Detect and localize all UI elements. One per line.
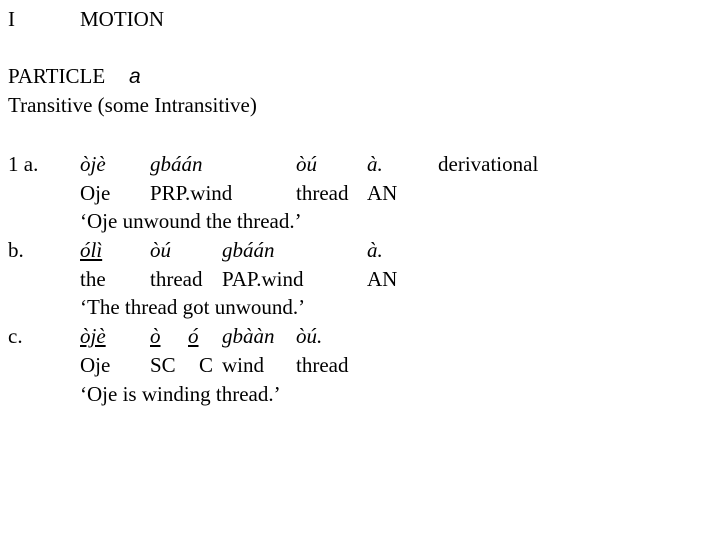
example-1c-word: ò [150,324,161,348]
example-1c-word: ó [188,324,199,348]
example-1c-word: òjè [80,324,106,348]
example-1a-gloss: Oje [80,181,111,205]
example-1b-gloss: PAP.wind [222,267,304,291]
section-number: I [8,7,15,31]
example-1c-gloss: SC [150,353,176,377]
example-1b-word: òú [150,238,171,262]
particle-subtitle: Transitive (some Intransitive) [8,93,257,117]
example-1c-word: gbààn [222,324,275,348]
example-1b-label: b. [8,238,24,262]
example-1c-gloss: thread [296,353,349,377]
example-1a-gloss: PRP.wind [150,181,233,205]
example-1a-gloss: AN [367,181,398,205]
example-1a-translation: ‘Oje unwound the thread.’ [80,209,302,233]
example-1c-gloss: Oje [80,353,111,377]
example-1c-gloss: wind [222,353,264,377]
example-1a-word: òú [296,152,317,176]
example-1a-label: 1 a. [8,152,39,176]
example-1c-gloss: C [199,353,214,377]
example-1b-gloss: the [80,267,106,291]
example-1b-word: ólì [80,238,103,262]
example-1a-gloss: thread [296,181,349,205]
example-1a-word: òjè [80,152,106,176]
example-1b-word: à. [367,238,383,262]
example-1c-label: c. [8,324,23,348]
example-1a-note: derivational [438,152,539,176]
example-1b-gloss: thread [150,267,203,291]
particle-letter: a [129,65,141,88]
particle-label: PARTICLE [8,64,106,88]
example-1b-word: gbáán [222,238,275,262]
example-1a-word: gbáán [150,152,203,176]
example-1b-translation: ‘The thread got unwound.’ [80,295,306,319]
section-title: MOTION [80,7,164,31]
example-1a-word: à. [367,152,383,176]
example-1c-word: òú. [296,324,323,348]
example-1c-translation: ‘Oje is winding thread.’ [80,382,281,406]
example-1b-gloss: AN [367,267,398,291]
